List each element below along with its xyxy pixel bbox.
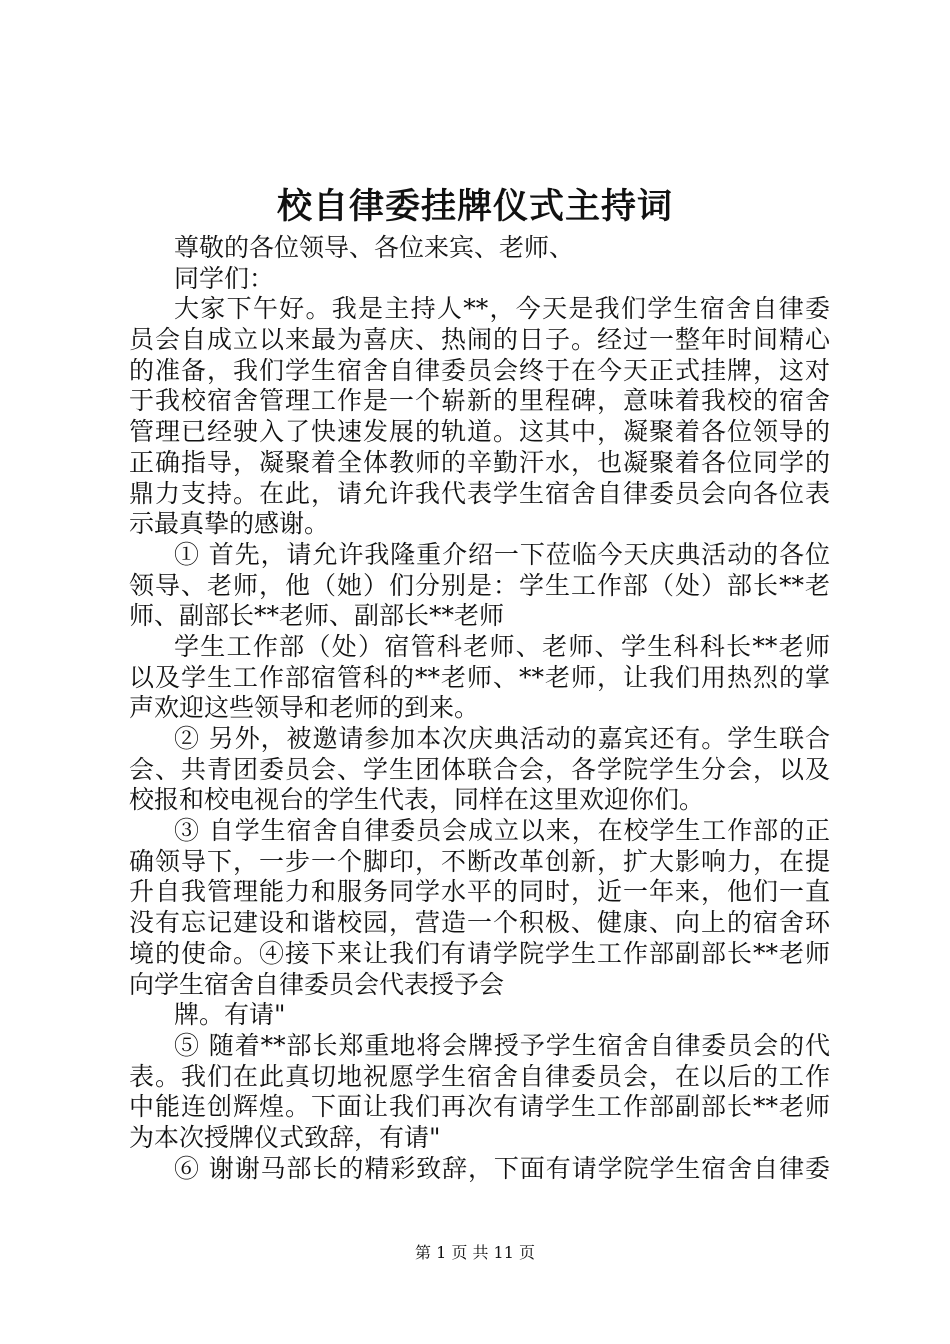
document-body	[129, 233, 830, 1184]
text-line: 大家下午好。我是主持人**，今天是我们学生宿舍自律委	[174, 294, 830, 324]
text-line: 学生工作部（处）宿管科老师、老师、学生科科长**老师	[174, 631, 830, 661]
document-title: 校自律委挂牌仪式主持词	[276, 186, 673, 227]
text-line: 鼎力支持。在此，请允许我代表学生宿舍自律委员会向各位表	[129, 478, 830, 508]
text-line: ② 另外，被邀请参加本次庆典活动的嘉宾还有。学生联合	[174, 724, 830, 753]
text-line: 表。我们在此真切地祝愿学生宿舍自律委员会，在以后的工作	[129, 1061, 830, 1091]
text-line: 会、共青团委员会、学生团体联合会，各学院学生分会，以及	[129, 754, 830, 784]
text-line: 以及学生工作部宿管科的**老师、**老师，让我们用热烈的掌	[129, 662, 830, 692]
text-line: 升自我管理能力和服务同学水平的同时，近一年来，他们一直	[129, 877, 830, 907]
text-line: 为本次授牌仪式致辞，有请"	[129, 1122, 441, 1152]
text-line: ⑤ 随着**部长郑重地将会牌授予学生宿舍自律委员会的代	[174, 1030, 830, 1060]
text-line: 校报和校电视台的学生代表，同样在这里欢迎你们。	[129, 785, 705, 815]
text-line: 中能连创辉煌。下面让我们再次有请学生工作部副部长**老师	[129, 1092, 830, 1122]
text-line: 员会自成立以来最为喜庆、热闹的日子。经过一整年时间精心	[129, 325, 830, 355]
text-line: 牌。有请"	[174, 1000, 286, 1030]
text-line: 声欢迎这些领导和老师的到来。	[129, 693, 480, 723]
text-line: 境的使命。④接下来让我们有请学院学生工作部副部长**老师	[129, 938, 830, 968]
text-line: 正确指导，凝聚着全体教师的辛勤汗水，也凝聚着各位同学的	[129, 447, 830, 477]
text-line: ⑥ 谢谢马部长的精彩致辞，下面有请学院学生宿舍自律委	[174, 1153, 830, 1183]
text-line: 师、副部长**老师、副部长**老师	[129, 601, 505, 631]
text-line: 尊敬的各位领导、各位来宾、老师、	[174, 233, 575, 262]
page-footer: 第 1 页 共 11 页	[415, 1243, 535, 1262]
text-line: 示最真挚的感谢。	[129, 509, 330, 539]
text-line: 的准备，我们学生宿舍自律委员会终于在今天正式挂牌，这对	[129, 355, 830, 385]
text-line: 没有忘记建设和谐校园，营造一个积极、健康、向上的宿舍环	[129, 908, 830, 938]
text-line: 管理已经驶入了快速发展的轨道。这其中，凝聚着各位领导的	[129, 417, 830, 447]
text-line: ① 首先，请允许我隆重介绍一下莅临今天庆典活动的各位	[174, 539, 830, 569]
text-line: 领导、老师，他（她）们分别是：学生工作部（处）部长**老	[129, 570, 830, 600]
text-line: 确领导下，一步一个脚印，不断改革创新，扩大影响力，在提	[129, 846, 830, 876]
text-line: ③ 自学生宿舍自律委员会成立以来，在校学生工作部的正	[174, 816, 830, 846]
text-line: 同学们：	[174, 263, 275, 293]
text-line: 向学生宿舍自律委员会代表授予会	[129, 969, 505, 999]
text-line: 于我校宿舍管理工作是一个崭新的里程碑，意味着我校的宿舍	[129, 386, 830, 416]
